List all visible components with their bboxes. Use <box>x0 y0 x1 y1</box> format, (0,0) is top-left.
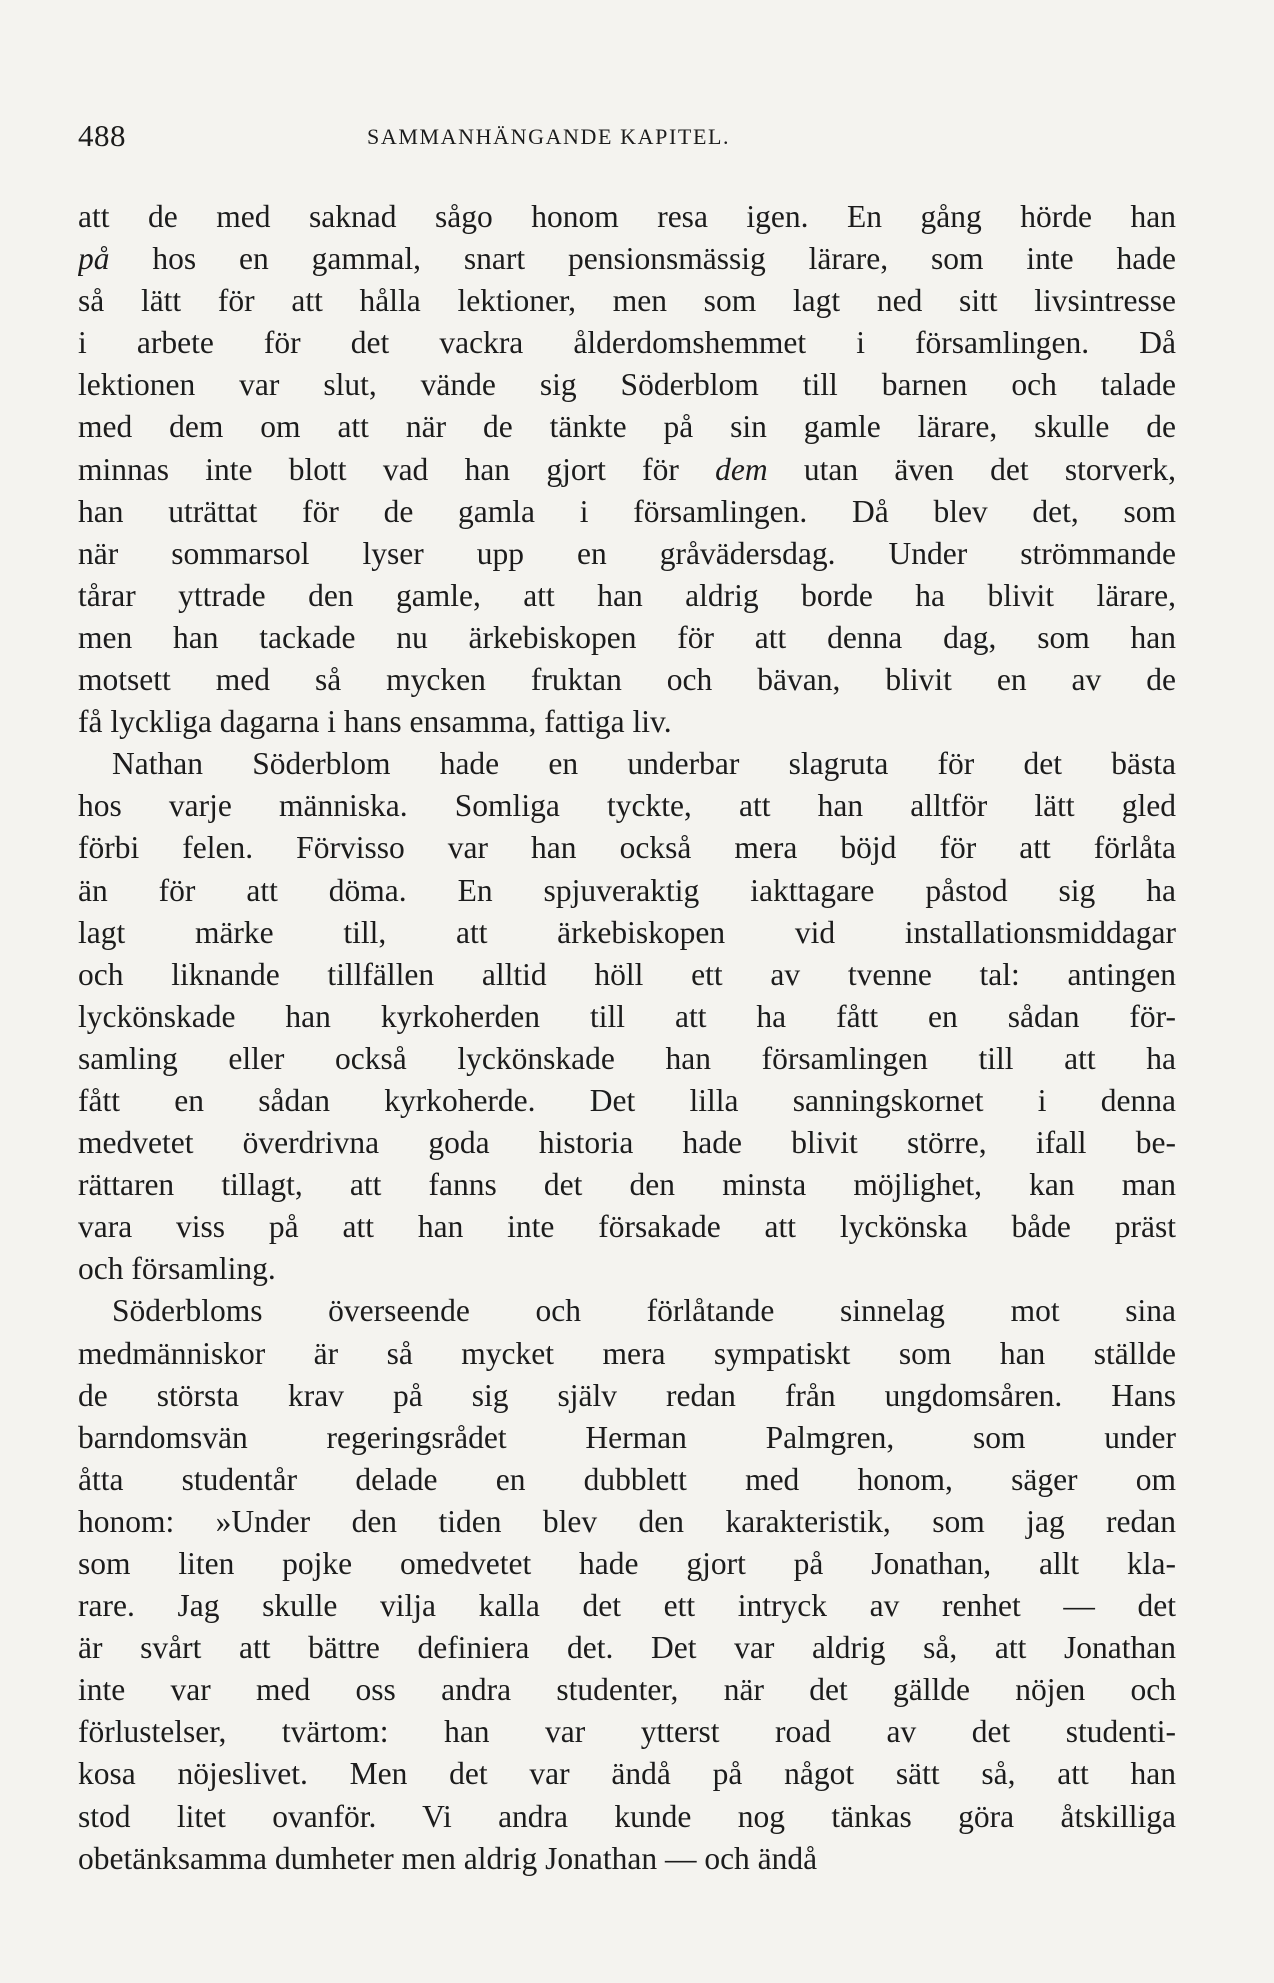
text-line: på hos en gammal, snart pensionsmässig lärare, som inte hade <box>78 241 1176 277</box>
text-line: lektionen var slut, vände sig Söderblom till barnen och talade <box>78 367 1176 403</box>
text-line: obetänksamma dumheter men aldrig Jonathan — och ändå <box>78 1840 818 1876</box>
text-line: minnas inte blott vad han gjort för dem utan även det storverk, <box>78 451 1176 487</box>
text-line: med dem om att när de tänkte på sin gamle lärare, skulle de <box>78 409 1176 445</box>
text-line: kosa nöjeslivet. Men det var ändå på något sätt så, att han <box>78 1756 1176 1792</box>
text-line: få lyckliga dagarna i hans ensamma, fattiga liv. <box>78 704 672 740</box>
text-line: och liknande tillfällen alltid höll ett av tvenne tal: antingen <box>78 956 1176 992</box>
text-line: lyckönskade han kyrkoherden till att ha fått en sådan för- <box>78 998 1176 1034</box>
text-line: rare. Jag skulle vilja kalla det ett intryck av renhet — det <box>78 1588 1176 1624</box>
text-line: honom: »Under den tiden blev den karakteristik, som jag redan <box>78 1503 1176 1539</box>
text-line: de största krav på sig själv redan från ungdomsåren. Hans <box>78 1377 1176 1413</box>
text-line: men han tackade nu ärkebiskopen för att denna dag, som han <box>78 619 1176 655</box>
body-text <box>78 196 1176 1880</box>
text-line: så lätt för att hålla lektioner, men som lagt ned sitt livsintresse <box>78 283 1176 319</box>
text-line: lagt märke till, att ärkebiskopen vid installationsmiddagar <box>78 914 1176 950</box>
text-line: och församling. <box>78 1251 276 1287</box>
text-line: Söderbloms överseende och förlåtande sinnelag mot sina <box>112 1293 1176 1329</box>
text-line: förbi felen. Förvisso var han också mera böjd för att förlåta <box>78 830 1176 866</box>
text-line: barndomsvän regeringsrådet Herman Palmgren, som under <box>78 1419 1176 1455</box>
text-line: han uträttat för de gamla i församlingen. Då blev det, som <box>78 493 1176 529</box>
emphasis-word: på <box>78 241 110 277</box>
page-header <box>78 118 1188 158</box>
text-line: fått en sådan kyrkoherde. Det lilla sanningskornet i denna <box>78 1082 1176 1118</box>
text-line: medmänniskor är så mycket mera sympatiskt som han ställde <box>78 1335 1176 1371</box>
text-line: rättaren tillagt, att fanns det den minsta möjlighet, kan man <box>78 1167 1176 1203</box>
text-line: förlustelser, tvärtom: han var ytterst road av det studenti- <box>78 1714 1176 1750</box>
running-head: SAMMANHÄNGANDE KAPITEL. <box>367 124 731 149</box>
page-number: 488 <box>78 118 126 153</box>
text-line: stod litet ovanför. Vi andra kunde nog tänkas göra åtskilliga <box>78 1798 1176 1834</box>
text-line: som liten pojke omedvetet hade gjort på Jonathan, allt kla- <box>78 1546 1176 1581</box>
text-line: inte var med oss andra studenter, när det gällde nöjen och <box>78 1672 1176 1708</box>
text-line: motsett med så mycken fruktan och bävan, blivit en av de <box>78 662 1176 698</box>
text-line: samling eller också lyckönskade han församlingen till att ha <box>78 1040 1176 1076</box>
text-line: är svårt att bättre definiera det. Det var aldrig så, att Jonathan <box>78 1630 1176 1666</box>
text-line: Nathan Söderblom hade en underbar slagruta för det bästa <box>112 746 1176 782</box>
text-line: medvetet överdrivna goda historia hade blivit större, ifall be- <box>78 1125 1176 1161</box>
text-line: i arbete för det vackra ålderdomshemmet i församlingen. Då <box>78 325 1176 361</box>
text-line: när sommarsol lyser upp en gråvädersdag. Under strömmande <box>78 535 1176 571</box>
text-line: tårar yttrade den gamle, att han aldrig borde ha blivit lärare, <box>78 577 1176 613</box>
text-line: att de med saknad sågo honom resa igen. En gång hörde han <box>78 199 1176 234</box>
text-line: än för att döma. En spjuveraktig iakttagare påstod sig ha <box>78 872 1176 908</box>
emphasis-word: dem <box>715 451 768 487</box>
text-line: åtta studentår delade en dubblett med honom, säger om <box>78 1461 1176 1497</box>
text-line: hos varje människa. Somliga tyckte, att han alltför lätt gled <box>78 788 1176 824</box>
text-line: vara viss på att han inte försakade att lyckönska både präst <box>78 1209 1176 1245</box>
